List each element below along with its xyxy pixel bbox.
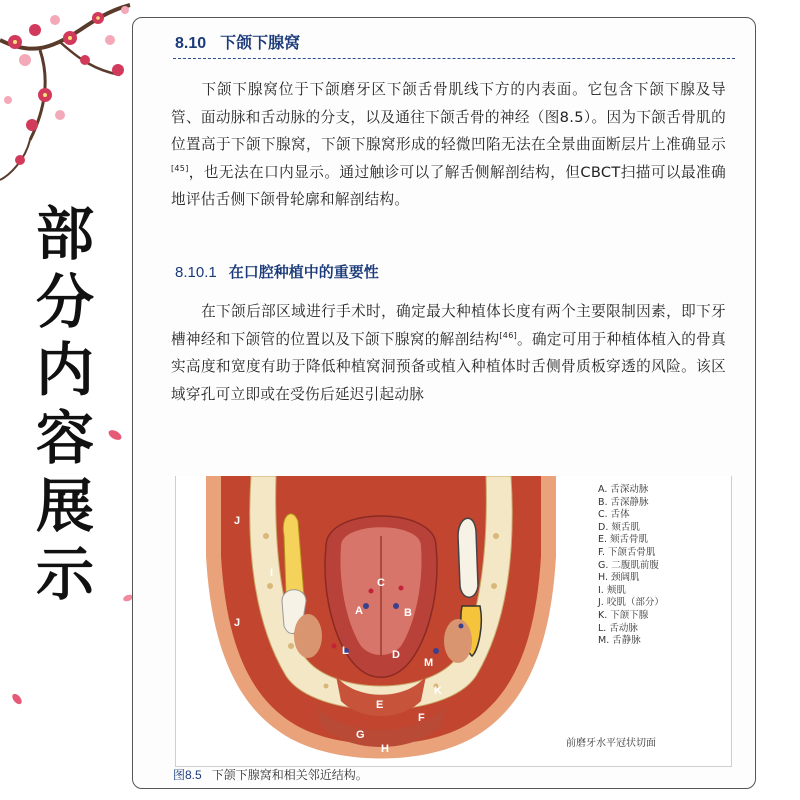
banner-char: 容: [35, 404, 94, 472]
citation-ref: [46]: [499, 330, 518, 340]
label-letter: J: [234, 515, 241, 527]
vertical-banner: [32, 200, 98, 608]
subsection-number: 8.10.1: [175, 264, 217, 281]
paragraph-text: 。确定可用于种植体植入的骨真实高度和宽度有助于降低种植窝洞预备或植入种植体时舌侧骨质板穿透的风险。该区域穿孔可立即或在受伤后延迟引起动脉: [171, 330, 726, 403]
banner-char: 示: [35, 540, 94, 608]
label-letter: A: [355, 605, 363, 617]
section-divider: [173, 58, 735, 59]
book-page: [132, 17, 756, 789]
legend-item: F. 下颌舌骨肌: [598, 546, 656, 558]
banner-char: 内: [35, 336, 94, 404]
label-letter: B: [404, 607, 412, 619]
figure-number: 图8.5: [173, 768, 202, 782]
legend-item: E. 颏舌骨肌: [598, 534, 649, 546]
subsection-heading: [175, 261, 379, 282]
label-letter: C: [377, 577, 385, 589]
citation-ref: [45]: [171, 163, 189, 173]
paragraph-text: 下颌下腺窝位于下颌磨牙区下颌舌骨肌线下方的内表面。它包含下颌下腺及导管、面动脉和舌动脉的分支，以及通往下颌舌骨的神经（图8.5）。因为下颌舌骨肌的位置高于下颌下腺窝，下颌下腺窝形成的轻微凹陷无法在全景曲面断层片上准确显示: [171, 81, 726, 153]
banner-char: 分: [35, 268, 94, 336]
legend-item: K. 下颌下腺: [598, 609, 649, 621]
anatomy-illustration: [196, 476, 566, 766]
legend-item: G. 二腹肌前腹: [598, 559, 659, 571]
label-letter: G: [356, 729, 365, 741]
caption-text: 下颌下腺窝和相关邻近结构。: [211, 768, 368, 782]
section-number: 8.10: [175, 35, 207, 52]
legend-item: B. 舌深静脉: [598, 496, 649, 508]
section-title: 下颌下腺窝: [220, 33, 301, 52]
figure-subtitle: 前磨牙水平冠状切面: [566, 738, 656, 749]
label-letter: D: [392, 649, 400, 661]
banner-char: 展: [35, 472, 94, 540]
label-letter: M: [424, 657, 434, 669]
paragraph: [171, 298, 726, 408]
figure-caption: [173, 766, 368, 783]
subsection-title: 在口腔种植中的重要性: [228, 263, 379, 281]
legend-item: I. 颊肌: [598, 584, 626, 596]
legend-item: C. 舌体: [598, 509, 630, 521]
legend-item: M. 舌静脉: [598, 635, 641, 647]
label-letter: F: [418, 712, 425, 724]
petal-decoration: [8, 690, 26, 708]
legend-item: J. 咬肌（部分）: [598, 597, 664, 609]
petal-decoration: [105, 425, 125, 445]
anatomy-figure: [175, 476, 732, 767]
label-letter: E: [376, 699, 384, 711]
figure-legend: [598, 484, 664, 648]
label-letter: J: [234, 617, 241, 629]
banner-char: 部: [35, 200, 94, 268]
plum-blossom-decoration: [0, 0, 140, 190]
legend-item: D. 颏舌肌: [598, 521, 640, 533]
paragraph: [171, 76, 726, 214]
legend-item: A. 舌深动脉: [598, 484, 649, 495]
label-letter: H: [381, 743, 389, 755]
paragraph-text: ，也无法在口内显示。通过触诊可以了解舌侧解剖结构，但CBCT扫描可以最准确地评估舌侧下颌骨轮廓和解剖结构。: [171, 163, 726, 208]
label-letter: L: [342, 645, 349, 657]
paragraph-text: 在下颌后部区域进行手术时，确定最大种植体长度有两个主要限制因素，即下牙槽神经和下颌管的位置以及下颌下腺窝的解剖结构: [171, 303, 726, 348]
legend-item: H. 颈阔肌: [598, 572, 640, 584]
label-letter: I: [270, 567, 274, 579]
label-letter: K: [434, 685, 442, 697]
legend-item: L. 舌动脉: [598, 622, 638, 634]
section-heading: [175, 30, 300, 53]
